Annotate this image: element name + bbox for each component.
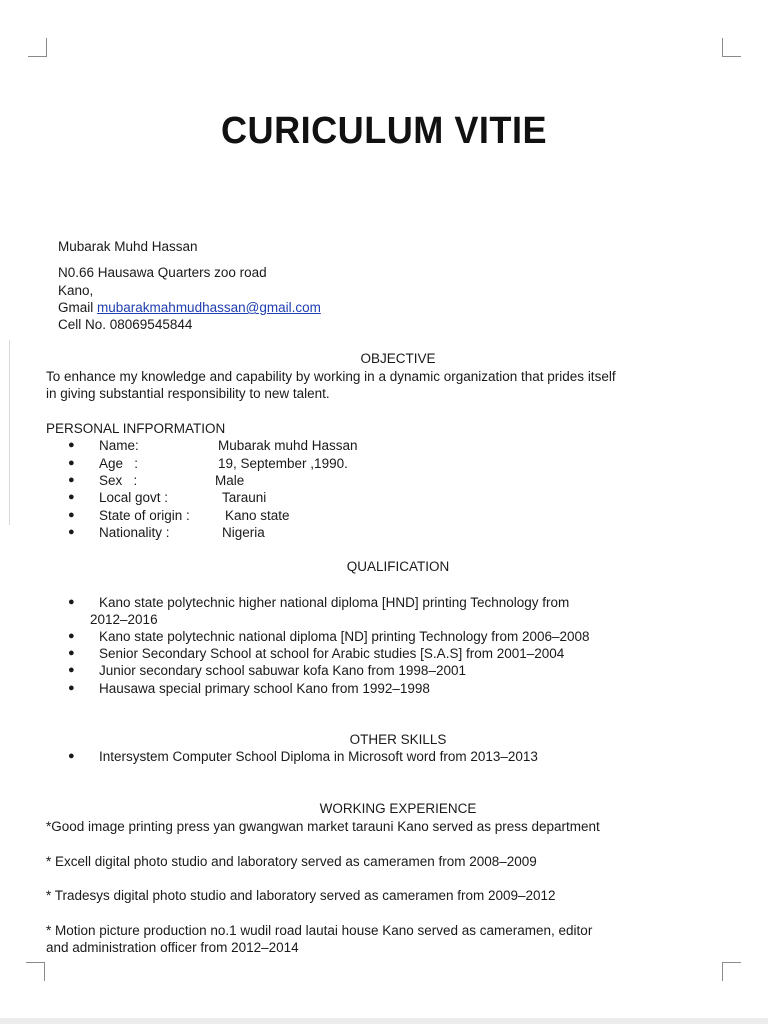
personal-value-age: 19, September ,1990.	[218, 456, 348, 471]
experience-item-continuation: and administration officer from 2012–2014	[46, 940, 299, 955]
contact-address-line1: N0.66 Hausawa Quarters zoo road	[58, 265, 267, 280]
personal-heading: PERSONAL INFPORMATION	[46, 421, 226, 436]
page-edge-line	[9, 340, 10, 525]
personal-label-nationality: Nationality :	[99, 525, 170, 540]
bullet-icon: ●	[68, 682, 75, 694]
experience-item: * Tradesys digital photo studio and laboratory served as cameramen from 2009–2012	[46, 888, 556, 903]
margin-corner-top-left	[28, 38, 47, 57]
personal-value-lga: Tarauni	[222, 490, 267, 505]
bullet-icon: ●	[68, 647, 75, 659]
bullet-icon: ●	[68, 664, 75, 676]
qualification-item-nd: Kano state polytechnic national diploma [ND] printing Technology from 2006–2008	[99, 629, 590, 644]
objective-text-line1: To enhance my knowledge and capability by working in a dynamic organization that prides itself	[46, 369, 616, 384]
bullet-icon: ●	[68, 750, 75, 762]
personal-label-state: State of origin :	[99, 508, 190, 523]
experience-heading: WORKING EXPERIENCE	[319, 801, 477, 816]
email-link[interactable]: mubarakmahmudhassan@gmail.com	[97, 300, 321, 315]
qualification-item-senior-secondary: Senior Secondary School at school for Arabic studies [S.A.S] from 2001–2004	[99, 646, 565, 661]
bullet-icon: ●	[68, 526, 75, 538]
bullet-icon: ●	[68, 439, 75, 451]
skills-heading: OTHER SKILLS	[349, 732, 447, 747]
personal-value-name: Mubarak muhd Hassan	[218, 438, 358, 453]
personal-value-state: Kano state	[225, 508, 290, 523]
bullet-icon: ●	[68, 457, 75, 469]
bullet-icon: ●	[68, 596, 75, 608]
qualification-item-hnd-years: 2012–2016	[90, 612, 158, 627]
personal-label-age: Age :	[99, 456, 139, 471]
margin-corner-top-right	[722, 38, 741, 57]
contact-cell: Cell No. 08069545844	[58, 317, 193, 332]
bullet-icon: ●	[68, 474, 75, 486]
bullet-icon: ●	[68, 491, 75, 503]
margin-corner-bottom-left	[26, 962, 45, 981]
personal-label-name: Name:	[99, 438, 139, 453]
objective-heading: OBJECTIVE	[360, 351, 436, 366]
bullet-icon: ●	[68, 630, 75, 642]
email-label: Gmail	[58, 300, 94, 315]
margin-corner-bottom-right	[722, 962, 741, 981]
experience-item: * Excell digital photo studio and laboratory served as cameramen from 2008–2009	[46, 854, 537, 869]
experience-item: *Good image printing press yan gwangwan market tarauni Kano served as press department	[46, 819, 600, 834]
qualification-item-primary: Hausawa special primary school Kano from 1992–1998	[99, 681, 430, 696]
objective-text-line2: in giving substantial responsibility to new talent.	[46, 386, 330, 401]
contact-address-line2: Kano,	[58, 283, 94, 298]
bullet-icon: ●	[68, 509, 75, 521]
qualification-heading: QUALIFICATION	[346, 559, 450, 574]
contact-name: Mubarak Muhd Hassan	[58, 239, 198, 254]
contact-email-line	[58, 299, 321, 316]
personal-value-nationality: Nigeria	[222, 525, 265, 540]
experience-item: * Motion picture production no.1 wudil road lautai house Kano served as cameramen, editor	[46, 923, 593, 938]
personal-value-sex: Male	[215, 473, 245, 488]
document-title: CURICULUM VITIE	[221, 110, 547, 152]
qualification-item-hnd: Kano state polytechnic higher national diploma [HND] printing Technology from	[99, 595, 570, 610]
personal-label-sex: Sex :	[99, 473, 138, 488]
skills-item: Intersystem Computer School Diploma in Microsoft word from 2013–2013	[99, 749, 538, 764]
personal-label-lga: Local govt :	[99, 490, 169, 505]
qualification-item-junior-secondary: Junior secondary school sabuwar kofa Kano from 1998–2001	[99, 663, 466, 678]
